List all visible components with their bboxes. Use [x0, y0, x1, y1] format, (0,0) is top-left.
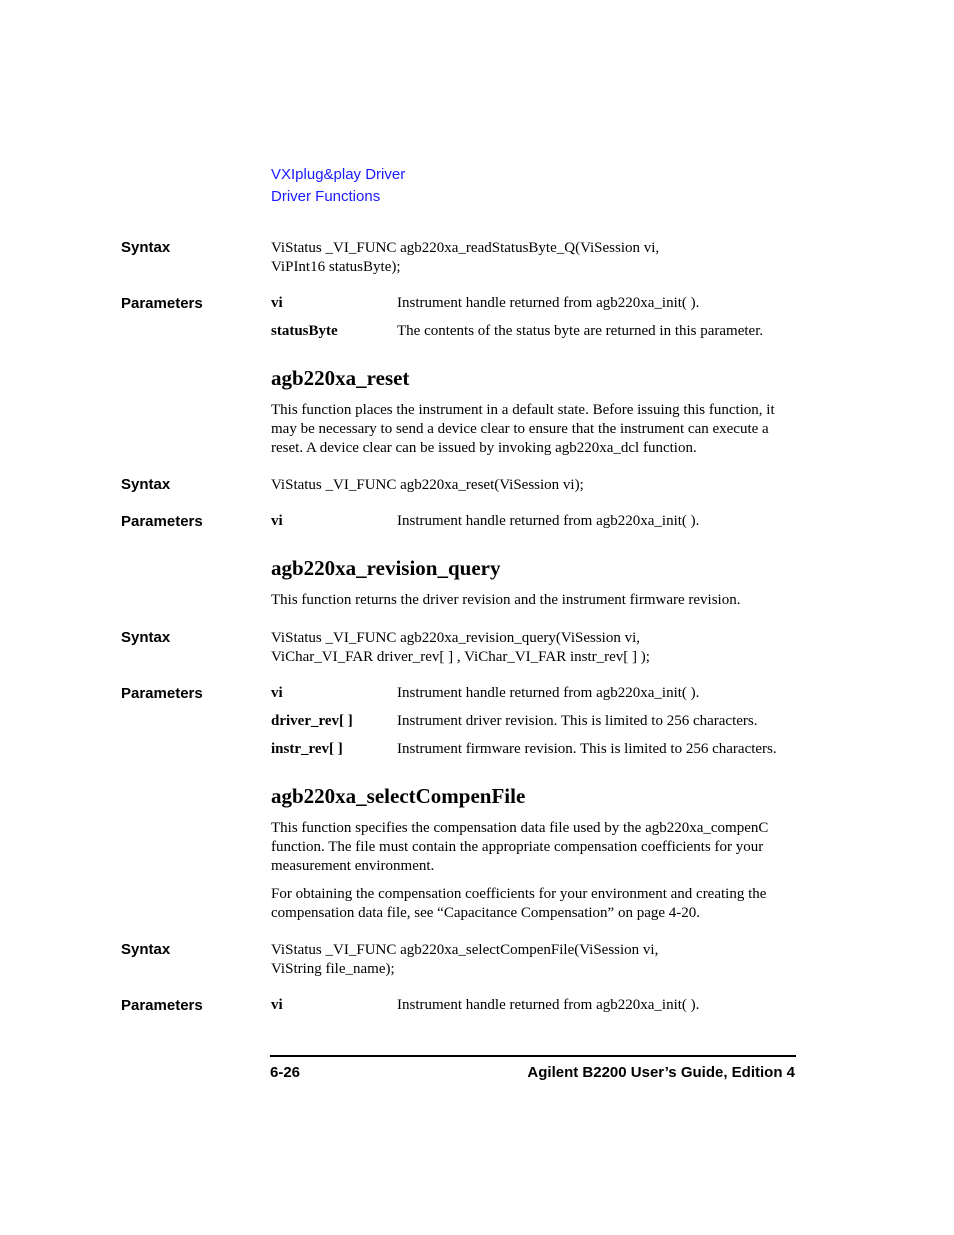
param-desc: Instrument driver revision. This is limited to 256 characters. — [397, 713, 758, 729]
param-desc: Instrument firmware revision. This is limited to 256 characters. — [397, 741, 777, 757]
parameters-label: Parameters — [121, 997, 203, 1014]
param-desc: Instrument handle returned from agb220xa_init( ). — [397, 685, 700, 701]
section-description: This function places the instrument in a default state. Before issuing this function, it may be necessary to send a device clear to ensure that the instrument can execute a reset. A device clear can be issued by invoking agb220xa_dcl function. — [271, 402, 775, 456]
syntax-line: ViStatus _VI_FUNC agb220xa_revision_query(ViSession vi, — [271, 630, 641, 646]
param-desc: The contents of the status byte are returned in this parameter. — [397, 323, 764, 339]
breadcrumb-level1[interactable]: VXIplug&play Driver — [271, 166, 406, 183]
parameters-label: Parameters — [121, 685, 203, 702]
section-heading-reset: agb220xa_reset — [271, 366, 410, 390]
syntax-line: ViChar_VI_FAR driver_rev[ ] , ViChar_VI_FAR instr_rev[ ] ); — [271, 649, 650, 665]
syntax-line: ViPInt16 statusByte); — [271, 259, 401, 275]
syntax-text — [271, 239, 801, 277]
section-description: This function returns the driver revision and the instrument firmware revision. — [271, 592, 741, 608]
param-name: vi — [271, 997, 283, 1013]
syntax-label: Syntax — [121, 629, 171, 646]
param-name: statusByte — [271, 323, 338, 339]
param-desc: Instrument handle returned from agb220xa_init( ). — [397, 513, 700, 529]
param-name: vi — [271, 295, 283, 311]
syntax-line: ViString file_name); — [271, 961, 395, 977]
syntax-label: Syntax — [121, 476, 171, 493]
guide-title: Agilent B2200 User’s Guide, Edition 4 — [527, 1064, 795, 1081]
footer-rule — [270, 1055, 796, 1057]
param-name: instr_rev[ ] — [271, 741, 343, 757]
parameters-label: Parameters — [121, 513, 203, 530]
parameters-label: Parameters — [121, 295, 203, 312]
syntax-text — [271, 476, 801, 495]
param-desc: Instrument handle returned from agb220xa_init( ). — [397, 295, 700, 311]
syntax-text — [271, 941, 801, 979]
param-name: vi — [271, 513, 283, 529]
page-number: 6-26 — [270, 1064, 301, 1081]
syntax-line: ViStatus _VI_FUNC agb220xa_selectCompenFile(ViSession vi, — [271, 942, 659, 958]
section-description: This function specifies the compensation data file used by the agb220xa_compenC function. The file must contain the appropriate compensation coefficients for your measurement environment. — [271, 820, 769, 874]
syntax-line: ViStatus _VI_FUNC agb220xa_reset(ViSession vi); — [271, 477, 584, 493]
syntax-text — [271, 629, 801, 667]
syntax-line: ViStatus _VI_FUNC agb220xa_readStatusByte_Q(ViSession vi, — [271, 240, 660, 256]
section-description: For obtaining the compensation coefficients for your environment and creating the compensation data file, see “Capacitance Compensation” on page 4-20. — [271, 886, 767, 921]
syntax-label: Syntax — [121, 239, 171, 256]
param-desc: Instrument handle returned from agb220xa_init( ). — [397, 997, 700, 1013]
param-name: vi — [271, 685, 283, 701]
section-heading-revision-query: agb220xa_revision_query — [271, 556, 501, 580]
section-heading-select-compen-file: agb220xa_selectCompenFile — [271, 784, 526, 808]
breadcrumb-level2[interactable]: Driver Functions — [271, 188, 381, 205]
syntax-label: Syntax — [121, 941, 171, 958]
param-name: driver_rev[ ] — [271, 713, 353, 729]
